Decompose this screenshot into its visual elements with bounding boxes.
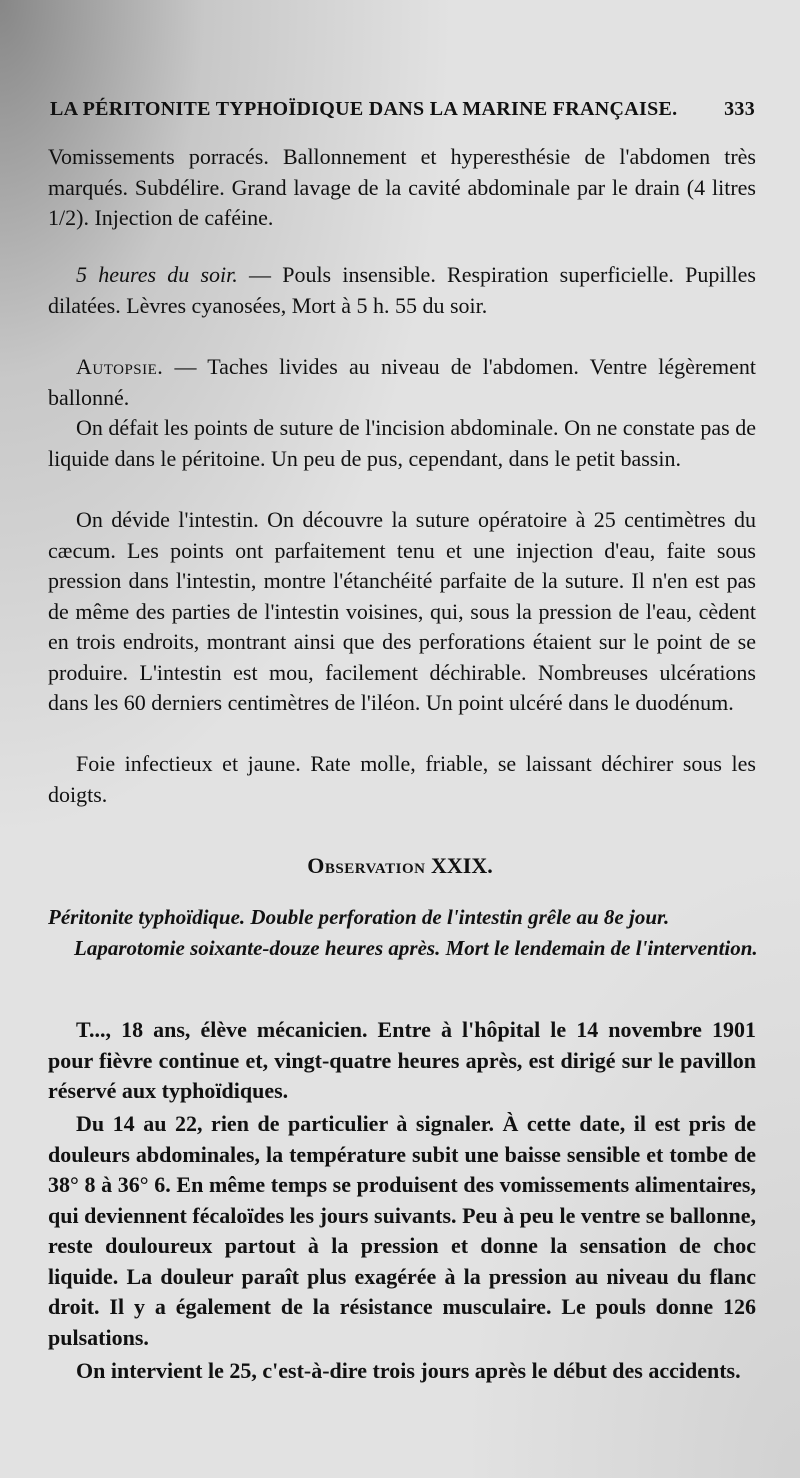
summary-line-1: Péritonite typhoïdique. Double perforation de l'intestin grêle au 8e jour. [48,905,670,929]
observation-label: Observation [307,853,426,878]
running-header [50,98,755,121]
paragraph-intestine [48,505,756,719]
paragraph-text: — Pouls insensible. Respiration superficielle. Pupilles dilatées. Lèvres cyanosées, Mort à 5 h. 55 du soir. [48,262,756,318]
paragraph-sutures [48,413,756,474]
paragraph-text: Foie infectieux et jaune. Rate molle, friable, se laissant déchirer sous les doigts. [48,751,756,807]
paragraph-course [48,1109,756,1353]
paragraph-lavage [48,142,756,234]
paragraph-autopsy [48,352,756,413]
observation-heading [0,853,800,879]
time-label: 5 heures du soir. [76,262,238,287]
paragraph-text: Du 14 au 22, rien de particulier à signaler. À cette date, il est pris de douleurs abdominales, la température subit une baisse sensible et tombe de 38° 8 à 36° 6. En même temps se produisent des vomissements alimentaires, qui deviennent fécaloïdes les jours suivants. Peu à peu le ventre se ballonne, reste douloureux partout à la pression et donne la sensation de choc liquide. La douleur paraît plus exagérée à la pression au niveau du flanc droit. Il y a également de la résistance musculaire. Le pouls donne 126 pulsations. [48,1111,756,1350]
observation-number: XXIX. [431,853,493,878]
observation-summary [48,902,758,964]
paragraph-text: T..., 18 ans, élève mécanicien. Entre à l'hôpital le 14 novembre 1901 pour fièvre continue et, vingt-quatre heures après, est dirigé sur le pavillon réservé aux typhoïdiques. [48,1017,756,1103]
autopsy-label: Autopsie. [76,354,164,379]
paragraph-text: On intervient le 25, c'est-à-dire trois jours après le début des accidents. [76,1358,741,1383]
paragraph-text: On défait les points de suture de l'incision abdominale. On ne constate pas de liquide dans le péritoine. Un peu de pus, cependant, dans le petit bassin. [48,415,756,471]
page-number: 333 [724,98,755,120]
running-title: LA PÉRITONITE TYPHOÏDIQUE DANS LA MARINE FRANÇAISE. [50,98,678,120]
paragraph-text: Vomissements porracés. Ballonnement et hyperesthésie de l'abdomen très marqués. Subdélire. Grand lavage de la cavité abdominale par le drain (4 litres 1/2). Injection de caféine. [48,144,756,230]
paragraph-liver [48,749,756,810]
paragraph-patient [48,1015,756,1107]
summary-line-2: Laparotomie soixante-douze heures après. Mort le lendemain de l'intervention. [74,936,758,960]
paragraph-evening [48,260,756,321]
paragraph-text: — Taches livides au niveau de l'abdomen. Ventre légèrement ballonné. [48,354,756,410]
paragraph-intervention [48,1356,756,1387]
paragraph-text: On dévide l'intestin. On découvre la suture opératoire à 25 centimètres du cæcum. Les points ont parfaitement tenu et une injection d'eau, faite sous pression dans l'intestin, montre l'étanchéité parfaite de la suture. Il n'en est pas de même des parties de l'intestin voisines, qui, sous la pression de l'eau, cèdent en trois endroits, montrant ainsi que des perforations étaient sur le point de se produire. L'intestin est mou, facilement déchirable. Nombreuses ulcérations dans les 60 derniers centimètres de l'iléon. Un point ulcéré dans le duodénum. [48,507,756,715]
